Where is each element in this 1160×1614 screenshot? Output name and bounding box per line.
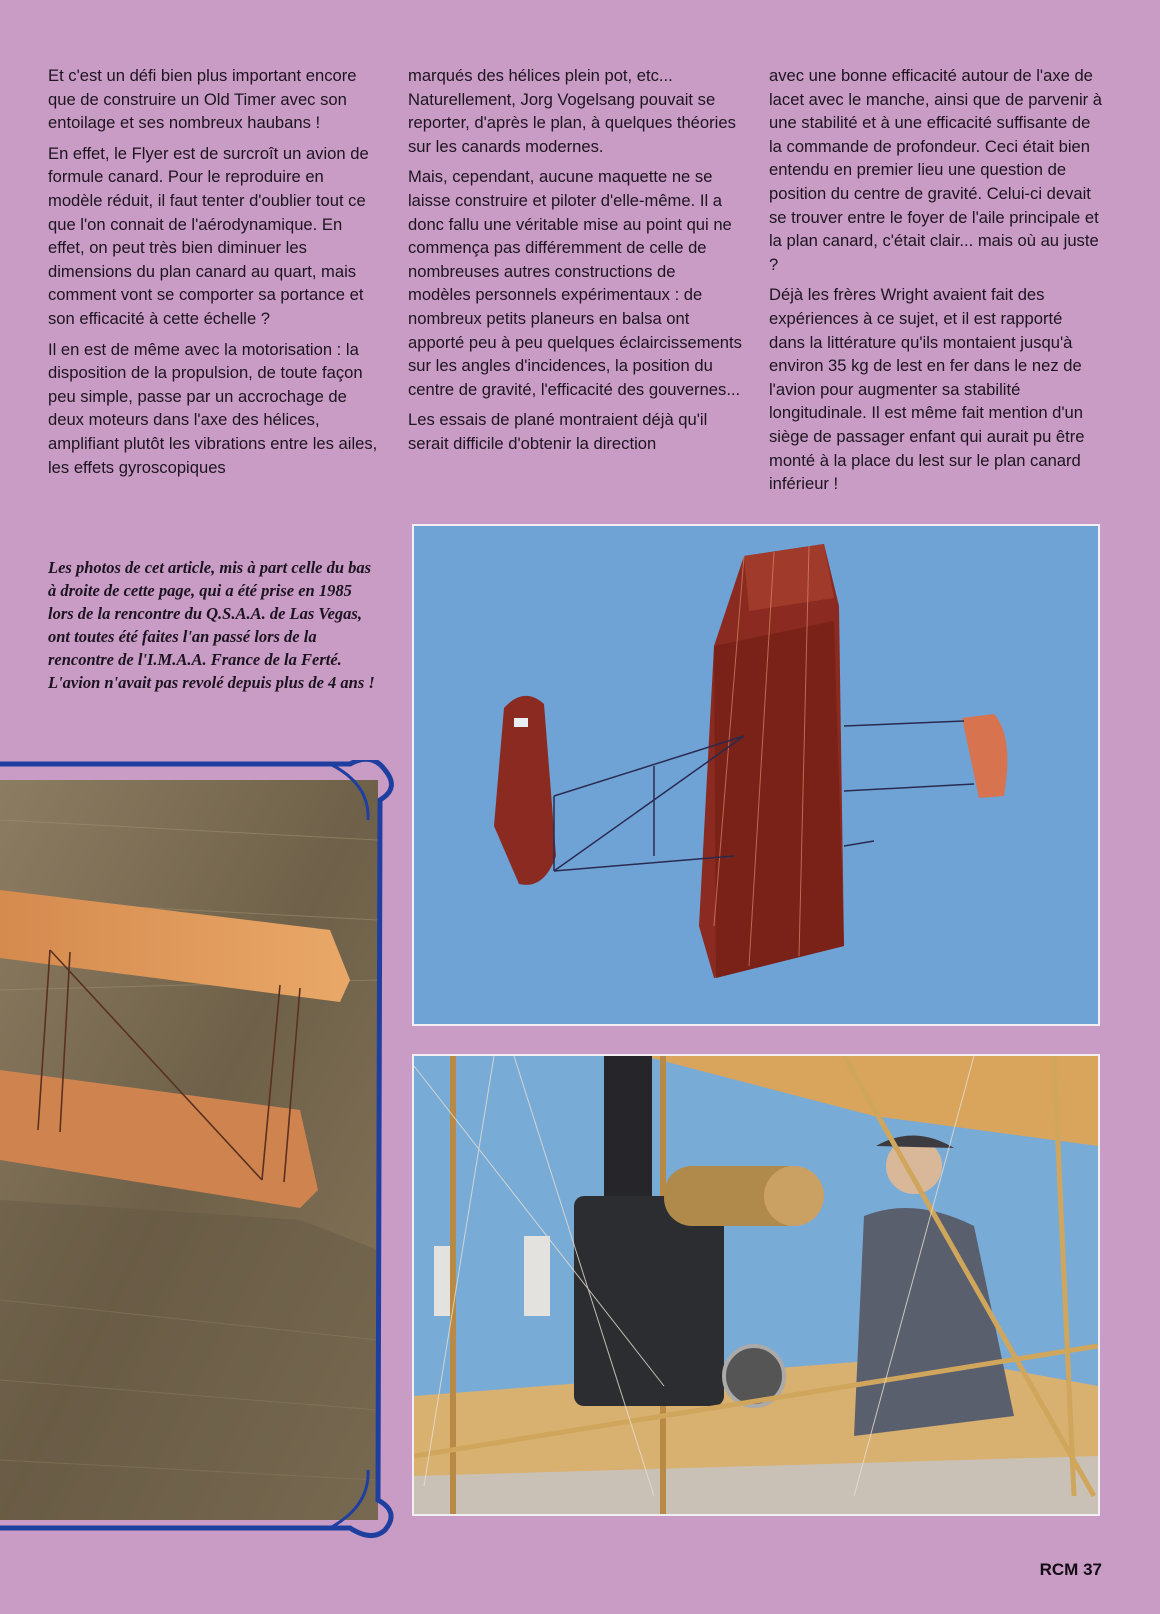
photo-flyer-in-flight — [412, 524, 1100, 1026]
article-column-1 — [48, 64, 380, 486]
paragraph: Il en est de même avec la motorisation : la disposition de la propulsion, de toute façon peu simple, passe par un accrochage de deux moteurs dans l'axe des hélices, amplifiant plutôt les vibrations entre les ailes, les effets gyroscopiques — [48, 339, 378, 477]
magazine-name: RCM — [1039, 1560, 1079, 1579]
page-number: 37 — [1083, 1560, 1102, 1579]
paragraph: Mais, cependant, aucune maquette ne se laisse construire et piloter d'elle-même. Il a donc fallu une véritable mise au point qui ne commença pas différemment de celle de nombreuses autres constructions de modèles personnels expérimentaux : de nombreux petits planeurs en balsa ont apporté peu à peu quelques éclaircissements sur les angles d'incidences, la position du centre de gravité, l'efficacité des gouvernes... — [408, 167, 742, 399]
photo-caption: Les photos de cet article, mis à part celle du bas à droite de cette page, qui a été prise en 1985 lors de la rencontre du Q.S.A.A. de Las Vegas, ont toutes été faites l'an passé lors de la rencontre de l'I.M.A.A. France de la Ferté. L'avion n'avait pas revolé depuis plus de 4 ans ! — [48, 558, 375, 692]
paragraph: Et c'est un défi bien plus important encore que de construire un Old Timer avec son entoilage et ses nombreux haubans ! — [48, 66, 357, 133]
paragraph: marqués des hélices plein pot, etc... Naturellement, Jorg Vogelsang pouvait se reporter, d'après le plan, à quelques théories sur les canards modernes. — [408, 66, 736, 156]
photo-engine-pilot-closeup — [412, 1054, 1100, 1516]
article-column-2 — [408, 64, 742, 463]
paragraph: avec une bonne efficacité autour de l'axe de lacet avec le manche, ainsi que de parvenir à une stabilité et à une efficacité suffisante de la commande de profondeur. Ceci était bien entendu en premier lieu une question de position du centre de gravité. Celui-ci devait se trouver entre le foyer de l'aile principale et la plan canard, c'était clair... mais où au juste ? — [769, 66, 1102, 274]
paragraph: Les essais de plané montraient déjà qu'il serait difficile d'obtenir la direction — [408, 410, 708, 453]
paragraph: En effet, le Flyer est de surcroît un avion de formule canard. Pour le reproduire en modèle réduit, il faut tenter d'oublier tout ce que l'on connait de l'aérodynamique. En effet, on peut très bien diminuer les dimensions du plan canard au quart, mais comment vont se comporter sa portance et son efficacité à cette échelle ? — [48, 143, 369, 328]
paragraph: Déjà les frères Wright avaient fait des expériences à ce sujet, et il est rapporté dans la littérature qu'ils montaient jusqu'à environ 35 kg de lest en fer dans le nez de l'avion pour augmenter sa stabilité longitudinale. Il est même fait mention d'un siège de passager enfant qui aurait pu être monté à la place du lest sur le plan canard inférieur ! — [769, 285, 1085, 494]
page-folio — [1040, 1560, 1102, 1580]
decorative-frame — [0, 760, 410, 1540]
article-column-3 — [769, 64, 1102, 503]
